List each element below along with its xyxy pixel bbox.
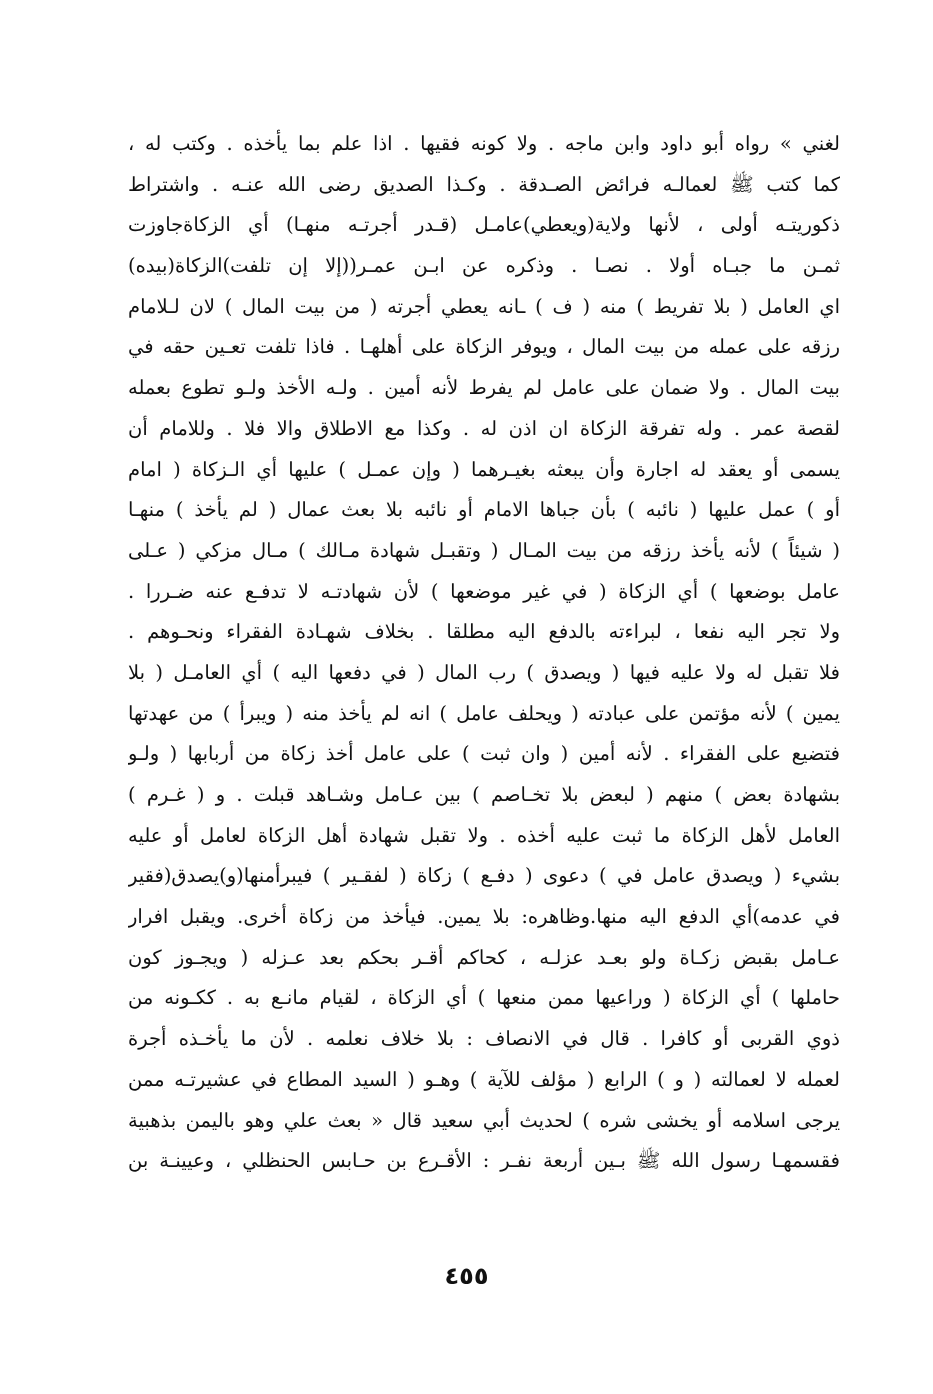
text-line-10: أو ) عمل عليها ( نائبه ) بأن جباها الامام أو نائبه بلا بعث عمال ( لم يأخذ ) منهـا (128, 498, 840, 522)
text-line-6: رزقه على عمله من بيت المال ، ويوفر الزكاة على أهلهـا . فاذا تلفت تعـين حقه في (128, 335, 840, 359)
text-line-21: عـامل بقبض زكـاة ولو بعـد عزلـه ، كحاكم أقـر بحكم بعد عـزله ( ويجـوز كون (128, 945, 840, 969)
text-line-20: في عدمه)أي الدفع اليه منها.وظاهره: بلا يمين. فيأخذ من زكاة أخرى. ويقبل افرار (128, 905, 840, 929)
text-line-2: كما كتب ﷺ لعمالـه فرائض الصـدقة . وكـذا الصديق رضى الله عنـه . واشتراط (128, 172, 840, 196)
text-line-18: العامل لأهل الزكاة ما ثبت عليه أخذه . ولا تقبل شهادة أهل الزكاة لعامل أو عليه (128, 823, 840, 847)
text-line-25: يرجى اسلامه أو يخشى شره ) لحديث أبي سعيد قال « بعث علي وهو باليمن بذهبية (128, 1108, 840, 1132)
text-line-15: يمين ) لأنه مؤتمن على عبادته ( ويحلف عامل ) انه لم يأخذ منه ( ويبرأ ) من عهدتها (128, 701, 840, 725)
text-line-16: فتضيع على الفقراء . لأنه أمين ( وان ثبت ) على عامل أخذ زكاة من أربابها ( ولـو (128, 742, 840, 766)
text-line-19: بشيء ( ويصدق عامل في ) دعوى ( دفـع ) زكاة ( لفقـير ) فيبرأمنها(و)يصدق(فقير (128, 864, 840, 888)
text-line-13: ولا تجر اليه نفعا ، لبراءته بالدفع اليه مطلقا . بخلاف شهـادة الفقراء ونحـوهم . (128, 620, 840, 644)
text-line-17: بشهادة بعض ) منهم ( لبعض بلا تخـاصم ) بين عـامل وشـاهد قبلت . و ( غـرم ) (128, 783, 840, 806)
text-line-26: فقسمهـا رسول الله ﷺ بـين أربعة نفـر : الأقـرع بن حـابس الحنظلي ، وعيينـة بن (128, 1149, 840, 1173)
text-line-12: عامل بوضعها ) أي الزكاة ( في غير موضعها ) لأن شهادتـه لا تدفـع عنه ضـررا . (128, 579, 840, 603)
text-line-11: ( شيئاً ) لأنه يأخذ رزقه من بيت المـال ( وتقبـل شهادة مـالك ) مـال مزكي ( عـلى (128, 538, 840, 562)
text-line-23: ذوي القربى أو كافرا . قال في الانصاف : بلا خلاف نعلمه . لأن ما يأخـذه أجرة (128, 1027, 840, 1051)
text-line-14: فلا تقبل له ولا عليه فيها ( ويصدق ) رب المال ( في دفعها اليه ) أي العامـل ( بلا (128, 660, 840, 684)
text-line-24: لعمله لا لعمالته ( و ) الرابع ( مؤلف للآية ) وهـو ( السيد المطاع في عشيرتـه ممن (128, 1067, 840, 1091)
text-line-1: لغني » رواه أبو داود وابن ماجه . ولا كونه فقيها . اذا علم بما يأخذه . وكتب له ، (128, 132, 840, 155)
body-text (128, 124, 840, 1182)
page-number: ٤٥٥ (444, 1262, 489, 1290)
text-line-4: ثمـن ما جبـاه أولا . نصـا . وذكره عن ابـن عمـر((إلا إن تلفت)الزكاة(بيده) (128, 254, 840, 278)
text-line-3: ذكوريتـه أولى ، لأنها ولاية(ويعطي)عامـل (قـدر أجرتـه منهـا) أي الزكاةجاوزت (128, 213, 840, 237)
text-line-7: بيت المال . ولا ضمان على عامل لم يفرط لأنه أمين . ولـه الأخذ ولـو تطوع بعمله (128, 376, 840, 400)
text-line-8: لقصة عمر . وله تفرقة الزكاة ان اذن له . وكذا مع الاطلاق والا فلا . وللامام أن (128, 416, 840, 440)
text-line-9: يسمى أو يعقد له اجارة وأن يبعثه بغيـرهما ( وإن عمـل ) عليها أي الـزكاة ( امام (128, 457, 840, 481)
text-line-22: حاملها ) أي الزكاة ( وراعيها ممن منعها ) أي الزكاة ، لقيام مانـع به . ككـونه من (128, 986, 840, 1010)
text-line-5: اي العامل ( بلا تفريط ) منه ( ف ) ـانه يعطي أجرته ( من بيت المال ) لان لـلامام (128, 294, 840, 318)
